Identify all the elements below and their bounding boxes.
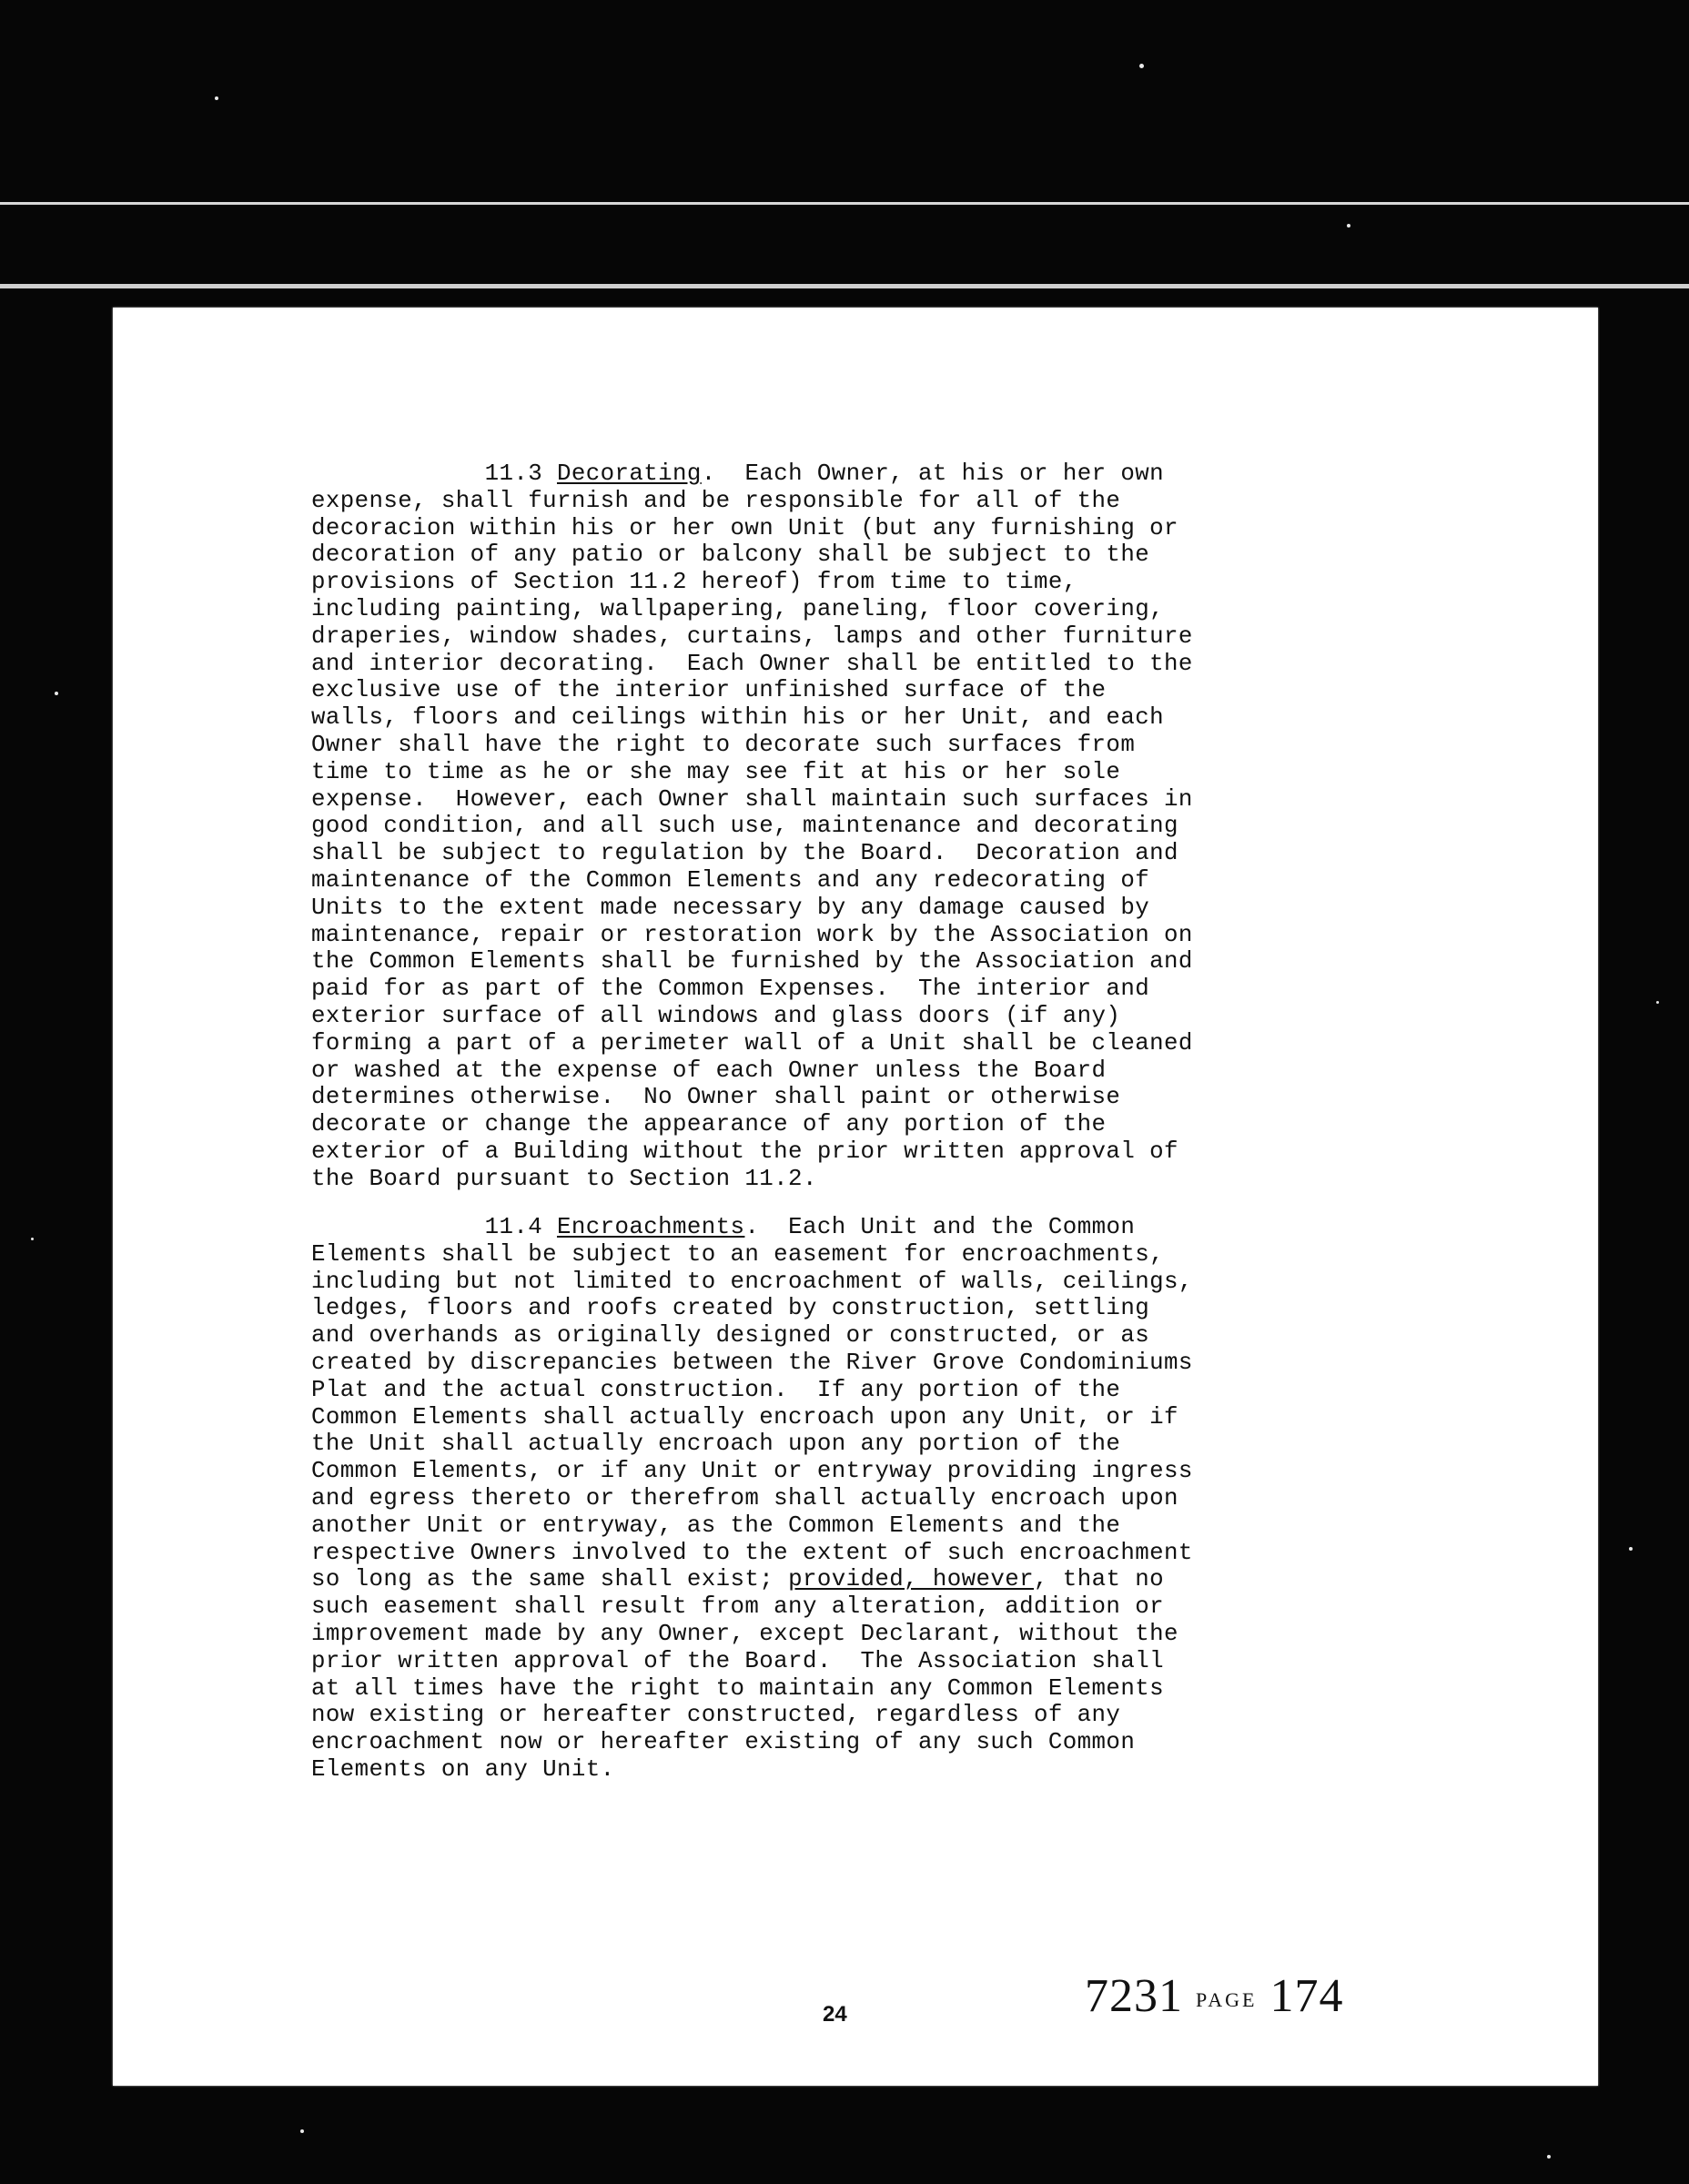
text-line — [311, 677, 1494, 704]
text-run: time to time as he or she may see fit at his or her sole — [311, 758, 1121, 785]
text-line — [311, 1030, 1494, 1057]
text-run: including but not limited to encroachment of walls, ceilings, — [311, 1268, 1193, 1295]
scan-speck — [1656, 1001, 1659, 1004]
text-line — [311, 922, 1494, 949]
text-run: forming a part of a perimeter wall of a Unit shall be cleaned — [311, 1029, 1193, 1057]
text-run: the Unit shall actually encroach upon any portion of the — [311, 1431, 1121, 1458]
text-line — [311, 786, 1494, 814]
text-run: good condition, and all such use, maintenance and decorating — [311, 813, 1178, 840]
text-line — [311, 1431, 1494, 1458]
underlined-term: Encroachments — [556, 1214, 745, 1240]
text-run: the Board pursuant to Section 11.2. — [311, 1165, 817, 1192]
text-run: exterior surface of all windows and glass doors (if any) — [311, 1002, 1121, 1029]
text-run: at all times have the right to maintain any Common Elements — [311, 1674, 1164, 1702]
text-run: 11.3 — [311, 460, 557, 487]
text-line — [311, 1675, 1494, 1703]
text-run: decoracion within his or her own Unit (but any furnishing or — [311, 514, 1178, 541]
text-run: draperies, window shades, curtains, lamps and other furniture — [311, 622, 1193, 650]
text-line — [311, 515, 1494, 542]
text-line — [311, 596, 1494, 623]
text-run: and interior decorating. Each Owner shall be entitled to the — [311, 650, 1193, 677]
text-run: respective Owners involved to the extent of such encroachment — [311, 1539, 1193, 1566]
text-line — [311, 1269, 1494, 1296]
text-run: , that no — [1034, 1566, 1164, 1593]
text-line — [311, 1485, 1494, 1512]
text-line — [311, 895, 1494, 922]
text-line — [311, 1241, 1494, 1269]
text-run: such easement shall result from any alteration, addition or — [311, 1593, 1164, 1621]
text-run: paid for as part of the Common Expenses. The interior and — [311, 976, 1150, 1003]
text-run: Common Elements shall actually encroach upon any Unit, or if — [311, 1403, 1178, 1431]
scan-speck — [31, 1238, 34, 1240]
text-line — [311, 1458, 1494, 1485]
text-line — [311, 1648, 1494, 1675]
text-line — [311, 867, 1494, 895]
stamp-book-number: 7231 — [1085, 1970, 1183, 2022]
text-line — [311, 1350, 1494, 1377]
text-run: 11.4 — [311, 1214, 557, 1240]
stamp-page-number: 174 — [1269, 1970, 1344, 2022]
scan-speck — [1547, 2155, 1551, 2159]
text-run: another Unit or entryway, as the Common Elements and the — [311, 1512, 1121, 1539]
text-run: encroachment now or hereafter existing of any such Common — [311, 1729, 1136, 1756]
scan-speck — [1139, 64, 1144, 68]
page-number: 24 — [823, 2002, 847, 2027]
text-line — [311, 1702, 1494, 1729]
text-line — [311, 1540, 1494, 1567]
text-line — [311, 976, 1494, 1003]
section-11-4-paragraph — [311, 1214, 1494, 1784]
text-run: now existing or hereafter constructed, regardless of any — [311, 1702, 1121, 1729]
text-line — [311, 1295, 1494, 1322]
text-run: improvement made by any Owner, except Declarant, without the — [311, 1620, 1178, 1647]
text-run: Common Elements, or if any Unit or entryway providing ingress — [311, 1458, 1193, 1485]
text-line — [311, 1621, 1494, 1648]
text-line — [311, 1566, 1494, 1593]
text-line — [311, 732, 1494, 759]
text-run: . Each Owner, at his or her own — [701, 460, 1164, 487]
text-run: Elements shall be subject to an easement for encroachments, — [311, 1240, 1164, 1268]
text-line — [311, 813, 1494, 840]
text-line — [311, 623, 1494, 651]
text-line — [311, 1756, 1494, 1784]
text-run: exterior of a Building without the prior written approval of — [311, 1138, 1178, 1165]
scan-speck — [55, 692, 58, 695]
text-run: . Each Unit and the Common — [744, 1214, 1136, 1240]
recording-stamp — [1085, 1969, 1343, 2023]
text-line — [311, 1111, 1494, 1138]
text-run: the Common Elements shall be furnished by the Association and — [311, 948, 1193, 976]
stamp-mid-text: PAGE — [1196, 1988, 1258, 2012]
text-line — [311, 1003, 1494, 1030]
text-run: so long as the same shall exist; — [311, 1566, 789, 1593]
text-line — [311, 1512, 1494, 1540]
text-line — [311, 1404, 1494, 1431]
scan-speck — [215, 96, 218, 100]
text-run: or washed at the expense of each Owner unless the Board — [311, 1057, 1107, 1084]
text-run: maintenance, repair or restoration work by the Association on — [311, 921, 1193, 948]
text-line — [311, 1214, 1494, 1241]
text-line — [311, 840, 1494, 867]
text-run: walls, floors and ceilings within his or her Unit, and each — [311, 704, 1164, 732]
text-run: ledges, floors and roofs created by construction, settling — [311, 1295, 1150, 1322]
text-run: Plat and the actual construction. If any portion of the — [311, 1376, 1121, 1403]
underlined-term: provided, however — [788, 1566, 1035, 1593]
text-run: maintenance of the Common Elements and any redecorating of — [311, 866, 1150, 894]
scan-edge-line — [0, 284, 1689, 288]
text-line — [311, 651, 1494, 678]
text-line — [311, 759, 1494, 786]
text-line — [311, 541, 1494, 569]
text-run: prior written approval of the Board. The Association shall — [311, 1647, 1164, 1674]
section-11-3-paragraph — [311, 460, 1494, 1193]
text-run: shall be subject to regulation by the Board. Decoration and — [311, 840, 1178, 867]
text-run: expense. However, each Owner shall maintain such surfaces in — [311, 785, 1193, 813]
text-run: determines otherwise. No Owner shall paint or otherwise — [311, 1084, 1121, 1111]
text-run: and egress thereto or therefrom shall actually encroach upon — [311, 1484, 1178, 1512]
text-line — [311, 1084, 1494, 1111]
text-line — [311, 704, 1494, 732]
text-line — [311, 948, 1494, 976]
text-line — [311, 1322, 1494, 1350]
text-run: created by discrepancies between the River Grove Condominiums — [311, 1349, 1193, 1376]
text-line — [311, 1377, 1494, 1404]
text-run: provisions of Section 11.2 hereof) from time to time, — [311, 569, 1077, 596]
text-run: expense, shall furnish and be responsible for all of the — [311, 487, 1121, 514]
text-run: Units to the extent made necessary by any damage caused by — [311, 894, 1150, 921]
text-line — [311, 460, 1494, 488]
text-line — [311, 1166, 1494, 1193]
text-run: Owner shall have the right to decorate such surfaces from — [311, 731, 1136, 758]
text-line — [311, 1593, 1494, 1621]
text-run: and overhands as originally designed or constructed, or as — [311, 1322, 1150, 1350]
underlined-term: Decorating — [556, 460, 702, 487]
text-run: Elements on any Unit. — [311, 1755, 615, 1783]
document-page — [113, 308, 1598, 2086]
text-run: including painting, wallpapering, paneling, floor covering, — [311, 595, 1164, 622]
text-run: decoration of any patio or balcony shall be subject to the — [311, 541, 1150, 569]
text-run: exclusive use of the interior unfinished surface of the — [311, 677, 1107, 704]
text-line — [311, 1138, 1494, 1166]
scan-speck — [1629, 1547, 1633, 1551]
scan-speck — [1347, 224, 1350, 228]
text-line — [311, 569, 1494, 596]
text-line — [311, 488, 1494, 515]
scan-speck — [300, 2129, 304, 2133]
text-line — [311, 1057, 1494, 1085]
text-run: decorate or change the appearance of any portion of the — [311, 1111, 1107, 1138]
text-line — [311, 1729, 1494, 1756]
scan-edge-line — [0, 202, 1689, 205]
